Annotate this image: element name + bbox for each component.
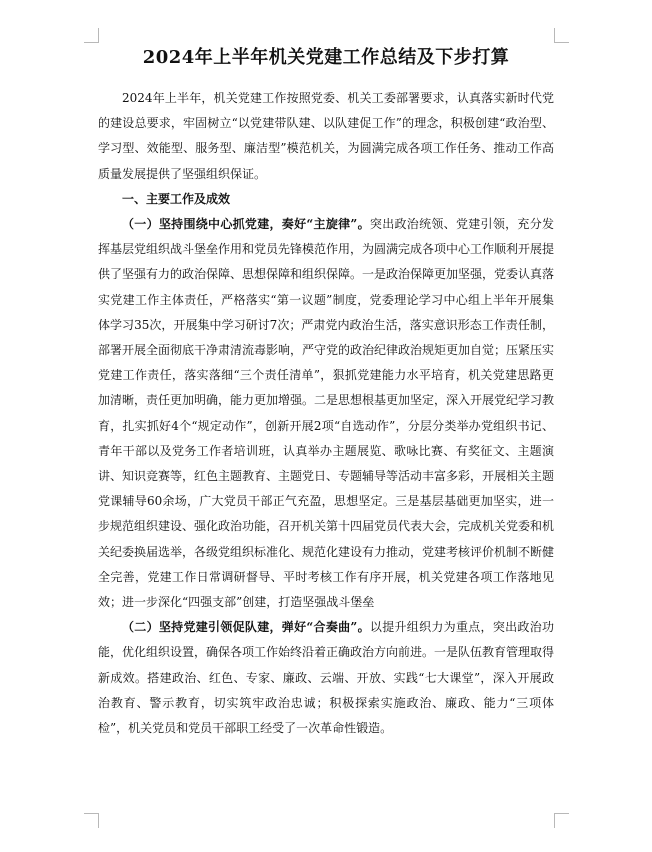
- subsection-2-heading: （二）坚持党建引领促队建，弹好“合奏曲”。: [122, 620, 370, 635]
- subsection-2-body: 以提升组织力为重点，突出政治功能，优化组织设置，确保各项工作始终沿着正确政治方向前进。一是队伍教育管理取得新成效。搭建政治、红色、专家、廉政、云端、开放、实践“七大课堂”，深入开展政治教育、警示教育，切实筑牢政治忠诚；积极探索实施政治、廉政、能力“三项体检”，机关党员和党员干部职工经受了一次革命性锻造。: [98, 620, 555, 736]
- subsection-1-paragraph: [98, 212, 554, 615]
- corner-mark-top-left: [84, 28, 99, 43]
- corner-mark-bottom-left: [84, 813, 99, 828]
- document-title: 2024年上半年机关党建工作总结及下步打算: [142, 47, 510, 68]
- intro-paragraph: 2024年上半年，机关党建工作按照党委、机关工委部署要求，认真落实新时代党的建设总要求，牢固树立“以党建带队建、以队建促工作”的理念，积极创建“政治型、学习型、效能型、服务型、廉洁型”模范机关，为圆满完成各项工作任务、推动工作高质量发展提供了坚强组织保证。: [98, 91, 554, 181]
- corner-mark-bottom-right: [554, 813, 569, 828]
- subsection-2-paragraph: [98, 615, 554, 741]
- document-body: [98, 44, 554, 741]
- section-heading-main-work: 一、主要工作及成效: [122, 191, 231, 206]
- subsection-1-body: 突出政治统领、党建引领，充分发挥基层党组织战斗堡垒作用和党员先锋模范作用，为圆满完成各项中心工作顺利开展提供了坚强有力的政治保障、思想保障和组织保障。一是政治保障更加坚强，党委认真落实党建工作主体责任，严格落实“第一议题”制度，党委理论学习中心组上半年开展集体学习35次，开展集中学习研讨7次；严肃党内政治生活，落实意识形态工作责任制，部署开展全面彻底干净肃清流毒影响，严守党的政治纪律政治规矩更加自觉；压紧压实党建工作责任，落实落细“三个责任清单”，狠抓党建能力水平培育，机关党建思路更加清晰，责任更加明确，能力更加增强。二是思想根基更加坚定，深入开展党纪学习教育，扎实抓好4个“规定动作”，创新开展2项“自选动作”，分层分类举办党组织书记、青年干部以及党务工作者培训班，认真举办主题展览、歌咏比赛、有奖征文、主题演讲、知识竞赛等，红色主题教育、主题党日、专题辅导等活动丰富多彩，开展相关主题党课辅导60余场，广大党员干部正气充盈，思想坚定。三是基层基础更加坚实，进一步规范组织建设、强化政治功能，召开机关第十四届党员代表大会，完成机关党委和机关纪委换届选举，各级党组织标准化、规范化建设有力推动，党建考核评价机制不断健全完善，党建工作日常调研督导、平时考核工作有序开展，机关党建各项工作落地见效；进一步深化“四强支部”创建，打造坚强战斗堡垒: [98, 217, 555, 610]
- subsection-1-heading: （一）坚持围绕中心抓党建，奏好“主旋律”。: [122, 217, 370, 232]
- corner-mark-top-right: [554, 28, 569, 43]
